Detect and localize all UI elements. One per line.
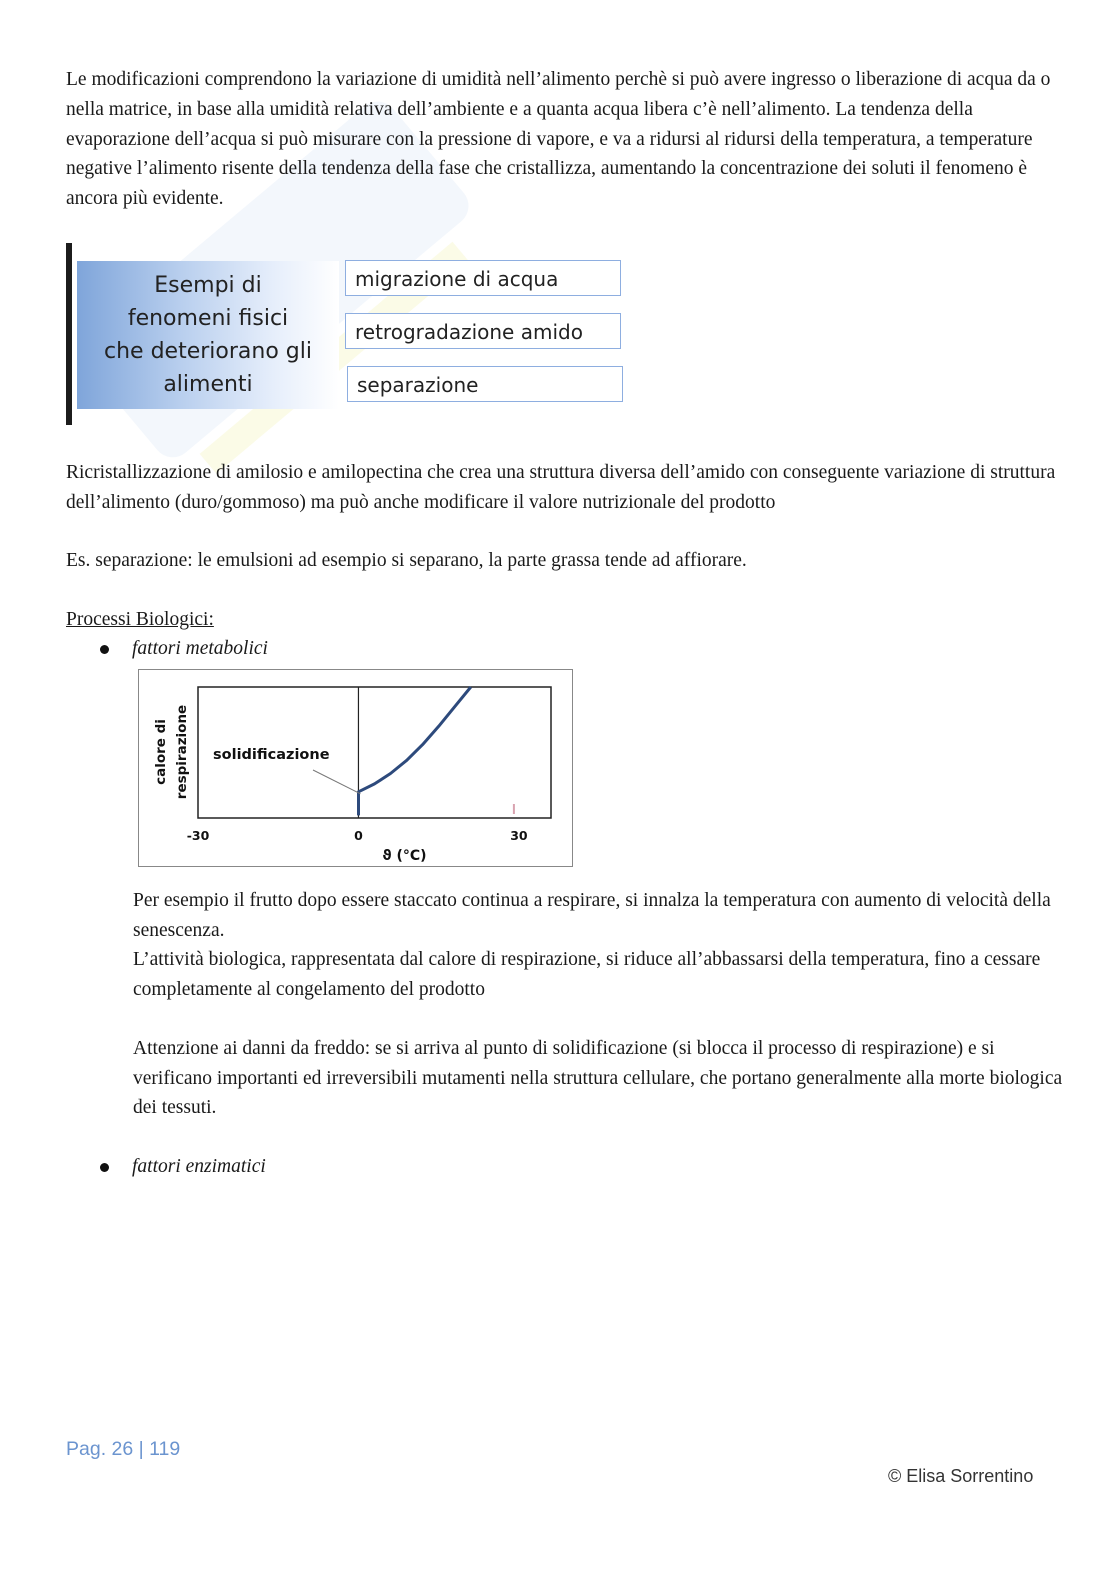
chart-marks bbox=[187, 687, 528, 864]
separazione-paragraph: Es. separazione: le emulsioni ad esempio si separano, la parte grassa tende ad affiorare. bbox=[66, 550, 747, 571]
diagram-bar bbox=[66, 243, 72, 425]
x-axis-label: ϑ (°C) bbox=[382, 848, 427, 864]
annotation-label: solidificazione bbox=[213, 747, 330, 763]
chart-svg bbox=[139, 670, 571, 865]
physical-phenomena-diagram bbox=[66, 243, 636, 425]
respiration-chart bbox=[138, 669, 573, 867]
diagram-item-retrogradazione: retrogradazione amido bbox=[345, 313, 621, 349]
bullet-text: fattori enzimatici bbox=[132, 1156, 266, 1177]
diagram-title-line: alimenti bbox=[163, 372, 253, 397]
diagram-title-line: fenomeni fisici bbox=[127, 306, 289, 331]
bullet-text: fattori metabolici bbox=[132, 638, 268, 659]
annotation-leader bbox=[313, 770, 360, 794]
ricristallizzazione-paragraph: Ricristallizzazione di amilosio e amilopectina che crea una struttura diversa dell’amido con conseguente variazione di struttura dell’alimento (duro/gommoso) ma può anche modificare il valore nutrizionale del prodotto bbox=[66, 462, 1056, 513]
y-axis-label bbox=[153, 705, 190, 799]
explanation-paragraph: L’attività biologica, rappresentata dal calore di respirazione, si riduce all’abbassarsi della temperatura, fino a cessare completamente al congelamento del prodotto bbox=[133, 949, 1041, 1000]
explanation-paragraph: Attenzione ai danni da freddo: se si arriva al punto di solidificazione (si blocca il processo di respirazione) e si verificano importanti ed irreversibili mutamenti nella struttura cellulare, che portano generalmente alla morte biologica dei tessuti. bbox=[133, 1038, 1063, 1119]
diagram-title-line: Esempi di bbox=[154, 273, 262, 298]
x-tick-label: -30 bbox=[186, 828, 210, 843]
x-tick-label: 0 bbox=[354, 828, 363, 843]
copyright: © Elisa Sorrentino bbox=[888, 1466, 1034, 1486]
x-tick-label: 30 bbox=[510, 828, 528, 843]
diagram-title-line: che deteriorano gli bbox=[104, 339, 312, 364]
diagram-item-migrazione: migrazione di acqua bbox=[345, 260, 621, 296]
series-line bbox=[359, 687, 471, 815]
intro-paragraph: Le modificazioni comprendono la variazione di umidità nell’alimento perchè si può avere ingresso o liberazione di acqua da o nella matrice, in base alla umidità relativa dell’ambiente e a quanta acqua libera c’è nell’alimento. La tendenza della evaporazione dell’acqua si può misurare con la pressione di vapore, e va a ridursi al ridursi della temperatura, a temperature negative l’alimento risente della tendenza della fase che cristallizza, aumentando la concentrazione dei soluti il fenomeno è ancora più evidente. bbox=[66, 69, 1051, 210]
bullet-dot-icon bbox=[100, 645, 109, 654]
explanation-paragraph: Per esempio il frutto dopo essere staccato continua a respirare, si innalza la temperatura con aumento di velocità della senescenza. bbox=[133, 890, 1051, 941]
page-number: Pag. 26 | 119 bbox=[66, 1438, 181, 1460]
y-axis-label-line: calore di bbox=[153, 719, 169, 785]
section-title: Processi Biologici: bbox=[66, 609, 214, 630]
diagram-item-separazione: separazione bbox=[347, 366, 623, 402]
diagram-title-box bbox=[77, 261, 339, 409]
y-axis-label-line: respirazione bbox=[174, 704, 190, 800]
bullet-dot-icon bbox=[100, 1163, 109, 1172]
